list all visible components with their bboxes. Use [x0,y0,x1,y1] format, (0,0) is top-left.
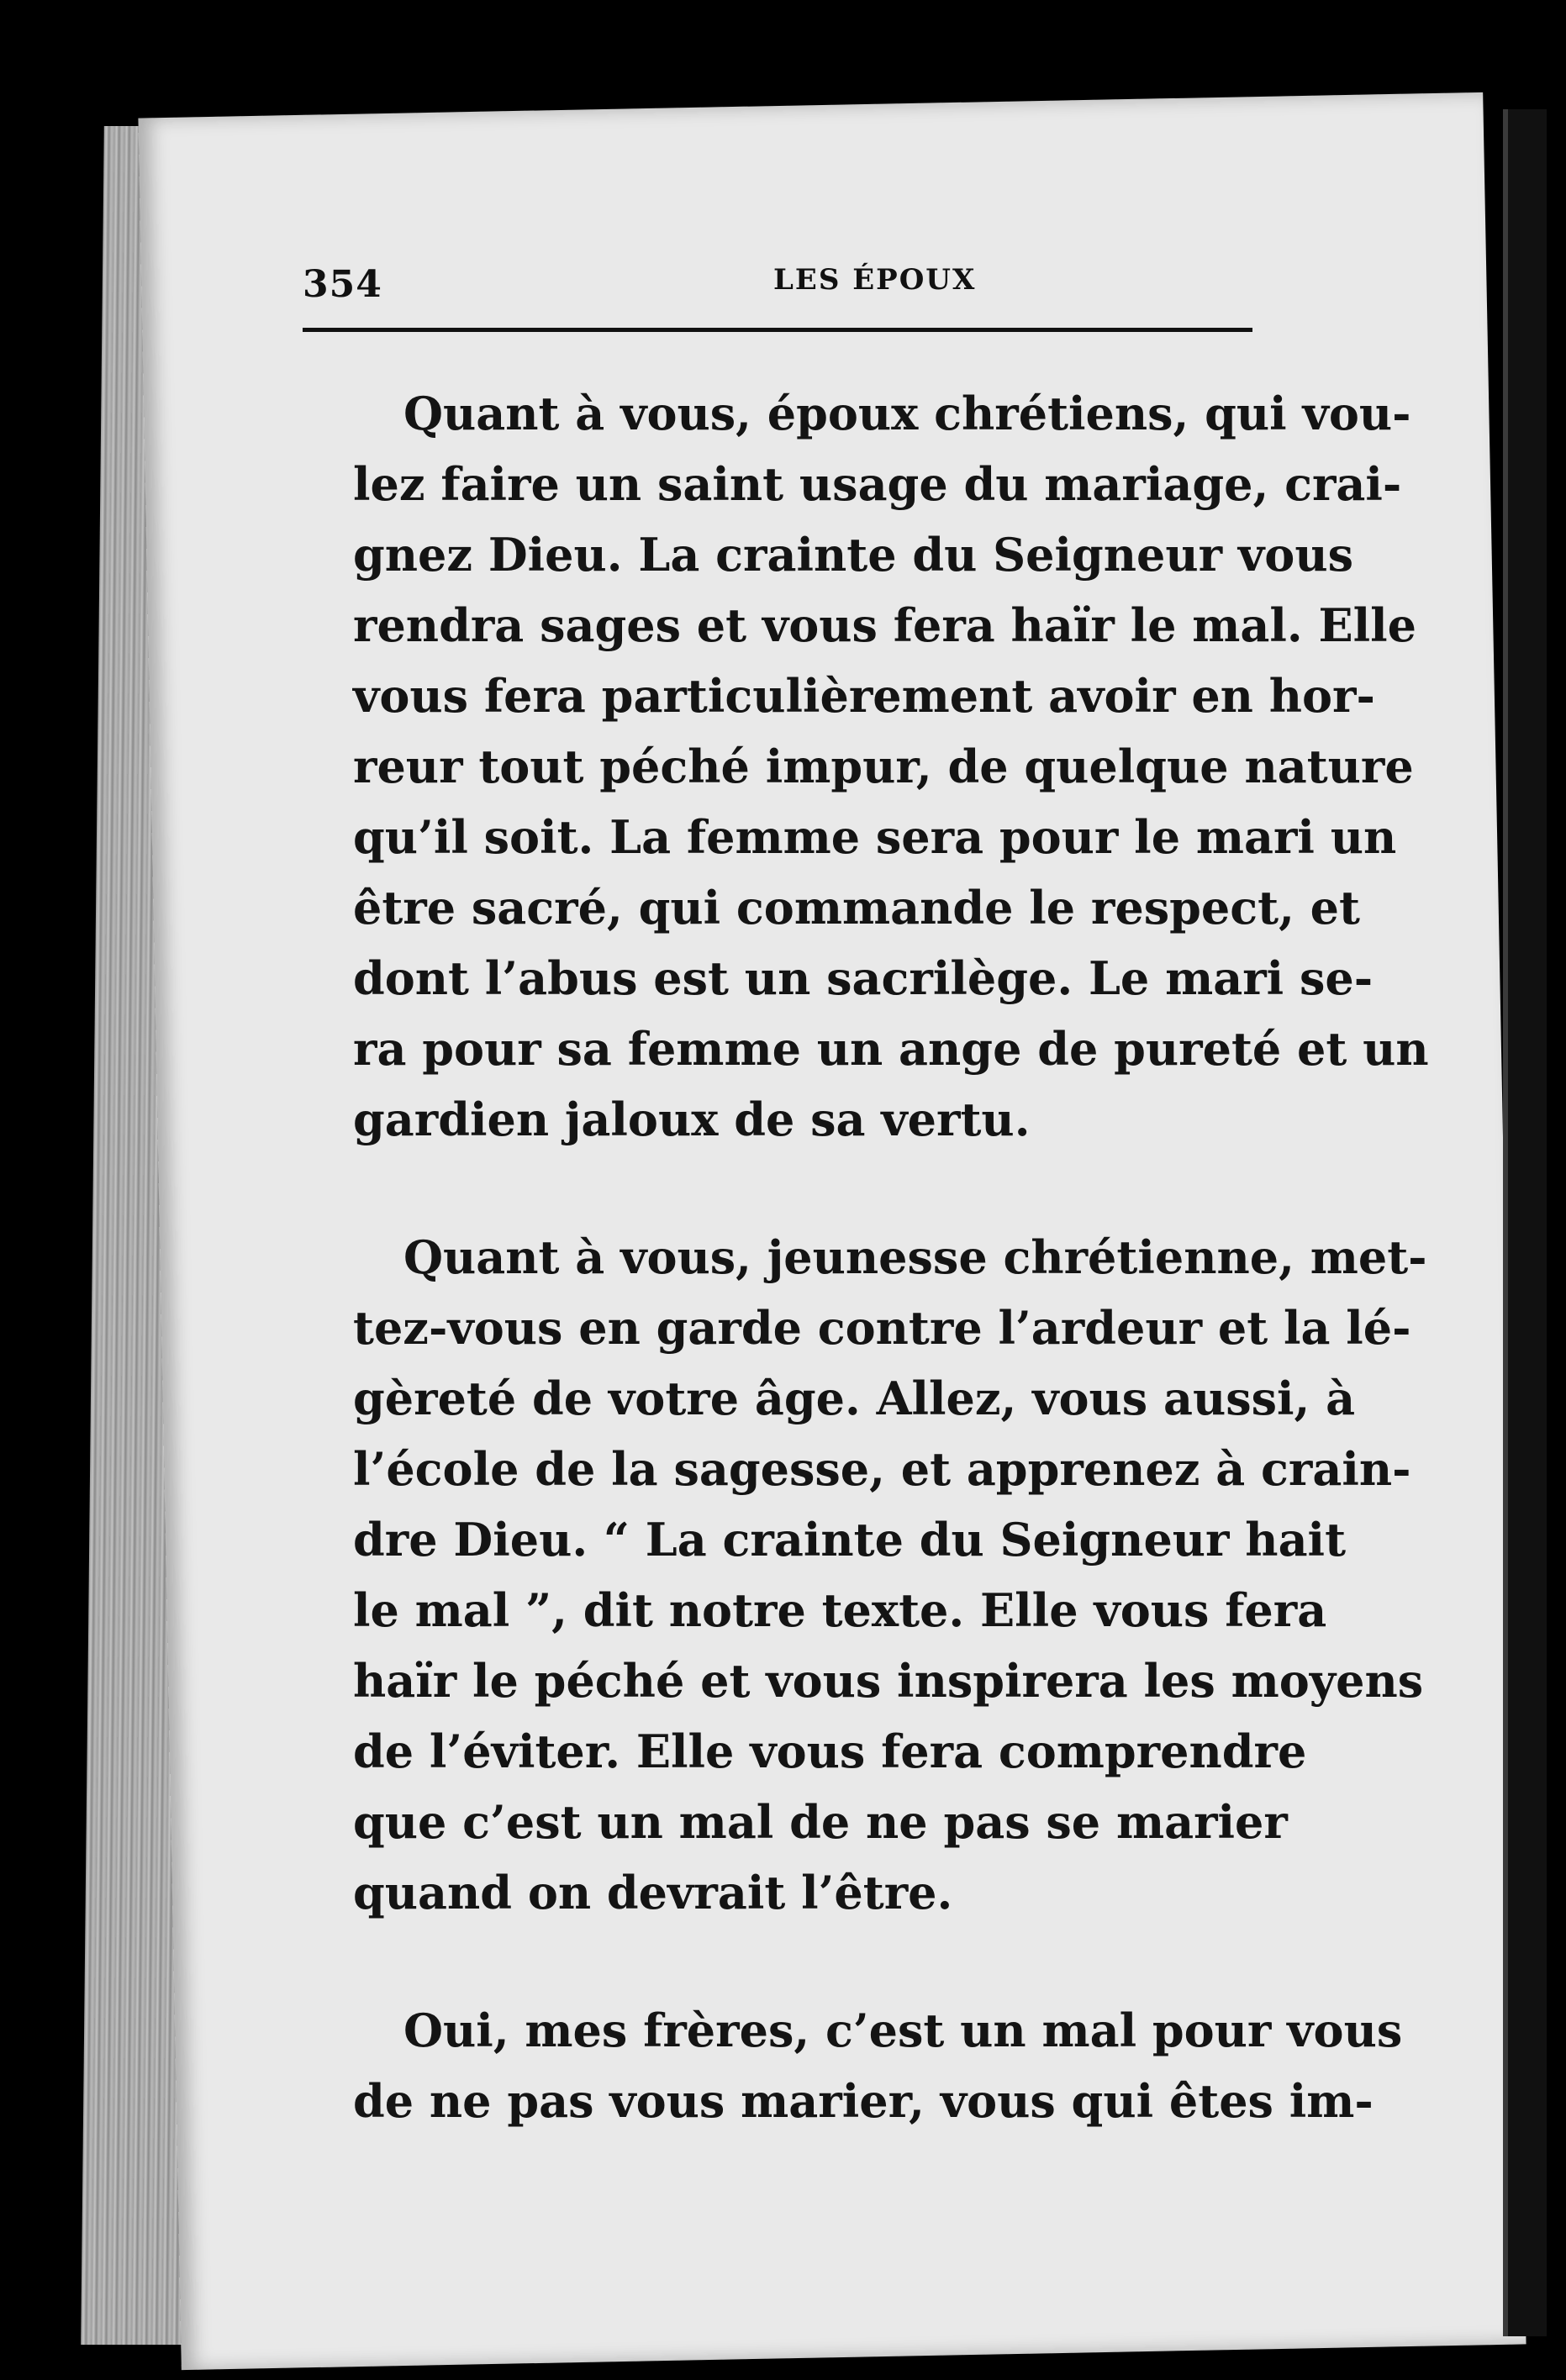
text-line: gnez Dieu. La crainte du Seigneur vous [353,528,1353,582]
text-line: de ne pas vous marier, vous qui êtes im- [353,2074,1374,2128]
paragraph-3 [303,1995,1403,2136]
binding-edge [1503,109,1547,2336]
page-number: 354 [303,263,382,306]
paragraph-2 [303,1222,1427,1928]
body-text [303,378,1429,2204]
text-line: le mal ”, dit notre texte. Elle vous fera [353,1583,1327,1637]
paragraph-1 [303,378,1429,1155]
text-line: Oui, mes frères, c’est un mal pour vous [403,2004,1403,2057]
header-rule [303,328,1252,332]
text-line: rendra sages et vous fera haïr le mal. Elle [353,598,1417,652]
page-header [303,256,1328,315]
text-line: ra pour sa femme un ange de pureté et un [353,1022,1429,1076]
text-line: reur tout péché impur, de quelque nature [353,740,1414,793]
text-line: dont l’abus est un sacrilège. Le mari se- [353,951,1374,1005]
text-line: de l’éviter. Elle vous fera comprendre [353,1724,1307,1778]
text-line: être sacré, qui commande le respect, et [353,881,1360,935]
text-line: Quant à vous, époux chrétiens, qui vou- [403,387,1411,440]
text-line: lez faire un saint usage du mariage, crai- [353,457,1402,511]
text-line: dre Dieu. “ La crainte du Seigneur hait [353,1513,1347,1566]
text-line: gardien jaloux de sa vertu. [353,1093,1031,1146]
text-line: haïr le péché et vous inspirera les moyens [353,1654,1424,1708]
text-line: tez-vous en garde contre l’ardeur et la lé- [353,1301,1411,1355]
text-line: que c’est un mal de ne pas se marier [353,1795,1288,1849]
text-line: quand on devrait l’être. [353,1866,953,1919]
text-line: gèreté de votre âge. Allez, vous aussi, à [353,1372,1356,1425]
text-line: vous fera particulièrement avoir en hor- [353,669,1375,723]
text-line: qu’il soit. La femme sera pour le mari un [353,810,1397,864]
text-line: Quant à vous, jeunesse chrétienne, met- [403,1230,1427,1284]
running-title: LES ÉPOUX [773,263,977,297]
text-line: l’école de la sagesse, et apprenez à crain- [353,1442,1411,1496]
